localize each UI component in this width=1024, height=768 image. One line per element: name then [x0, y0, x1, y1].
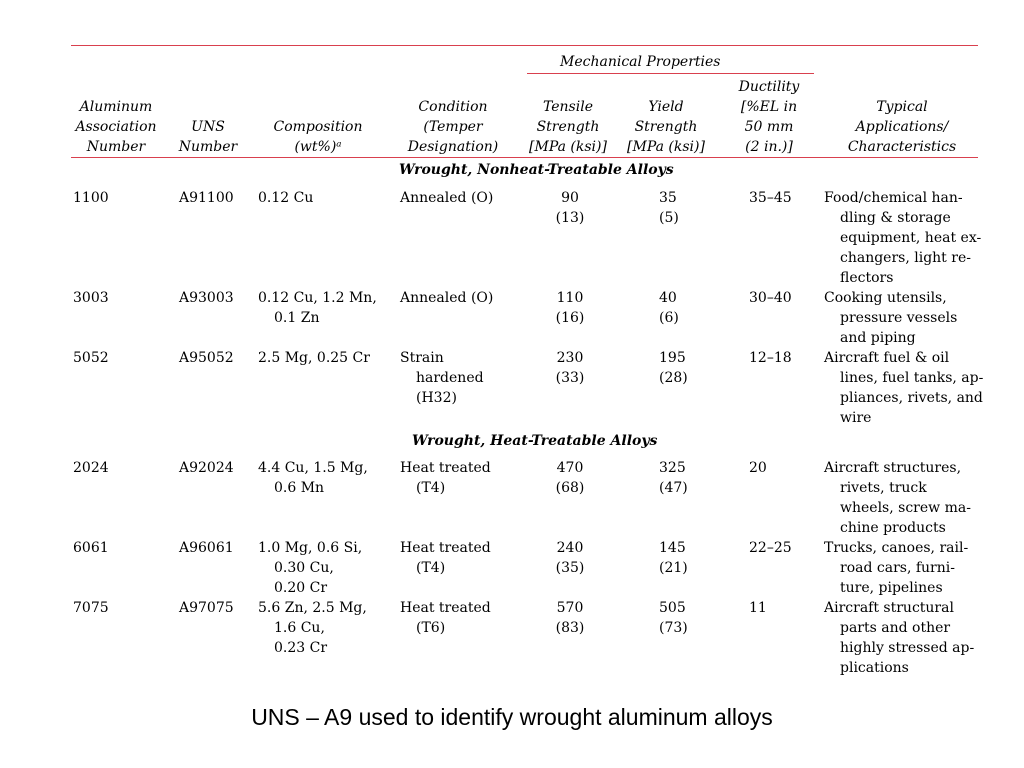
condition-cell: Annealed (O): [400, 190, 494, 206]
composition-cell: 0.12 Cu, 1.2 Mn, 0.1 Zn: [258, 290, 377, 326]
ductility-cell: 11: [749, 600, 767, 616]
applications-cell: Aircraft structures, rivets, truck wheels, screw ma- chine products: [824, 460, 971, 536]
composition-cell: 2.5 Mg, 0.25 Cr: [258, 350, 370, 366]
tensile-strength-cell: 570 (83): [555, 600, 585, 636]
aa-number-cell: 3003: [73, 290, 109, 306]
composition-header: Composition (wt%)ᵃ: [273, 119, 363, 155]
ductility-cell: 35–45: [749, 190, 792, 206]
aa-number-cell: 7075: [73, 600, 109, 616]
yield-strength-header: Yield Strength [MPa (ksi)]: [627, 99, 705, 155]
ductility-cell: 30–40: [749, 290, 792, 306]
condition-cell: Heat treated (T4): [400, 460, 491, 496]
composition-cell: 1.0 Mg, 0.6 Si, 0.30 Cu, 0.20 Cr: [258, 540, 363, 596]
aa-number-cell: 1100: [73, 190, 109, 206]
condition-cell: Annealed (O): [400, 290, 494, 306]
uns-number-cell: A96061: [179, 540, 234, 556]
uns-number-cell: A93003: [179, 290, 234, 306]
section-title-heat-treatable: Wrought, Heat-Treatable Alloys: [412, 433, 658, 449]
tensile-strength-header: Tensile Strength [MPa (ksi)]: [529, 99, 607, 155]
uns-number-cell: A92024: [179, 460, 234, 476]
applications-cell: Aircraft fuel & oil lines, fuel tanks, ap- pliances, rivets, and wire: [824, 350, 984, 426]
aa-number-cell: 6061: [73, 540, 109, 556]
applications-cell: Trucks, canoes, rail- road cars, furni- ture, pipelines: [824, 540, 969, 596]
yield-strength-cell: 145 (21): [659, 540, 688, 576]
condition-header: Condition (Temper Designation): [407, 99, 499, 155]
yield-strength-cell: 325 (47): [659, 460, 688, 496]
tensile-strength-cell: 230 (33): [555, 350, 585, 386]
ductility-cell: 22–25: [749, 540, 792, 556]
composition-cell: 0.12 Cu: [258, 190, 314, 206]
header-rule: [71, 157, 978, 158]
ductility-cell: 12–18: [749, 350, 792, 366]
mechanical-properties-heading: Mechanical Properties: [560, 54, 721, 70]
applications-cell: Food/chemical han- dling & storage equipment, heat ex- changers, light re- flectors: [824, 190, 982, 286]
ductility-cell: 20: [749, 460, 767, 476]
aa-number-cell: 2024: [73, 460, 109, 476]
mechanical-properties-rule: [527, 73, 814, 74]
composition-cell: 4.4 Cu, 1.5 Mg, 0.6 Mn: [258, 460, 368, 496]
condition-cell: Heat treated (T6): [400, 600, 491, 636]
uns-number-cell: A91100: [179, 190, 234, 206]
section-title-nonheat-treatable: Wrought, Nonheat-Treatable Alloys: [399, 162, 674, 178]
condition-cell: Heat treated (T4): [400, 540, 491, 576]
uns-number-cell: A97075: [179, 600, 234, 616]
tensile-strength-cell: 110 (16): [555, 290, 585, 326]
yield-strength-cell: 505 (73): [659, 600, 688, 636]
uns-number-cell: A95052: [179, 350, 234, 366]
aa-number-header: Aluminum Association Number: [75, 99, 157, 155]
applications-cell: Aircraft structural parts and other highly stressed ap- plications: [824, 600, 975, 676]
ductility-header: Ductility [%EL in 50 mm (2 in.)]: [738, 79, 800, 155]
uns-number-header: UNS Number: [178, 119, 238, 155]
tensile-strength-cell: 90 (13): [555, 190, 585, 226]
yield-strength-cell: 35 (5): [659, 190, 679, 226]
aa-number-cell: 5052: [73, 350, 109, 366]
slide-caption: UNS – A9 used to identify wrought aluminum alloys: [251, 704, 773, 730]
applications-header: Typical Applications/ Characteristics: [847, 99, 957, 155]
top-rule: [71, 45, 978, 46]
condition-cell: Strain hardened (H32): [400, 350, 484, 406]
yield-strength-cell: 40 (6): [659, 290, 679, 326]
tensile-strength-cell: 240 (35): [555, 540, 585, 576]
applications-cell: Cooking utensils, pressure vessels and piping: [824, 290, 958, 346]
yield-strength-cell: 195 (28): [659, 350, 688, 386]
composition-cell: 5.6 Zn, 2.5 Mg, 1.6 Cu, 0.23 Cr: [258, 600, 367, 656]
tensile-strength-cell: 470 (68): [555, 460, 585, 496]
